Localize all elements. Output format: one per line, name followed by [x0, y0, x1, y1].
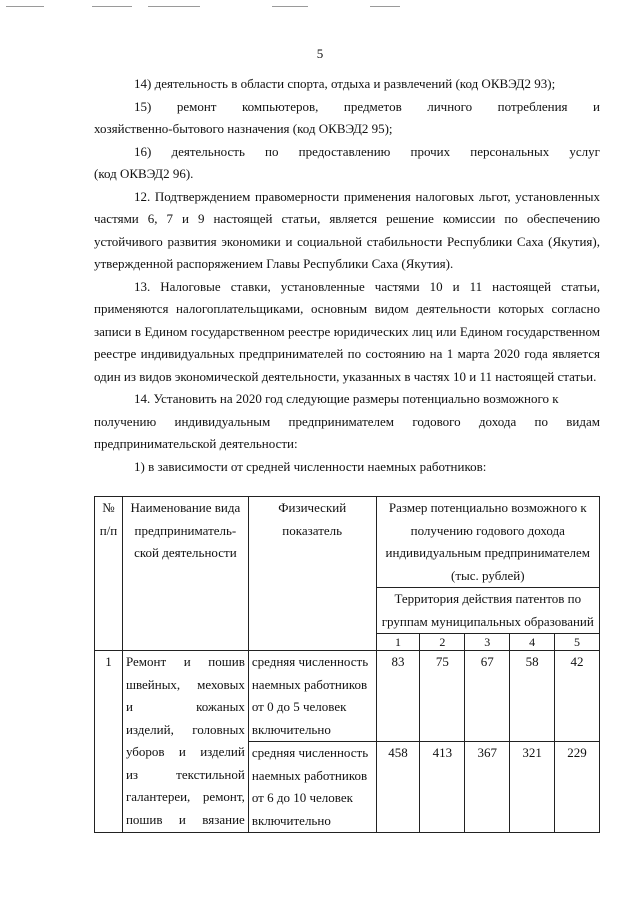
paragraph-14-line1: 14. Установить на 2020 год следующие размеры потенциально возможного к — [134, 391, 559, 406]
activity-line — [126, 651, 245, 674]
word: изделий — [200, 744, 245, 759]
list-item-16-line1 — [94, 141, 600, 164]
activity-line — [126, 809, 245, 832]
word: и — [593, 98, 600, 114]
value-cell: 67 — [465, 651, 510, 742]
word: вязание — [202, 811, 245, 827]
word: услуг — [569, 143, 600, 159]
table-header-row — [95, 497, 600, 588]
word: компьютеров, — [241, 98, 319, 114]
list-item-15-line2: хозяйственно-бытового назначения (код ОКВЭД2 95); — [94, 121, 393, 136]
word: предоставлению — [298, 143, 391, 159]
scan-edge-line — [272, 6, 308, 7]
paragraph-14-line2 — [94, 411, 600, 434]
income-table — [94, 496, 600, 833]
word: головных — [192, 721, 245, 737]
activity-line — [126, 786, 245, 809]
indicator-cell: средняя численность наемных работников от 6 до 10 человек включительно — [248, 742, 376, 833]
word: и — [178, 811, 186, 827]
word: предпринимателем — [288, 413, 395, 429]
scan-edge-line — [6, 6, 44, 7]
value-cell: 458 — [376, 742, 420, 833]
group-col-4: 4 — [510, 634, 555, 651]
word: по — [534, 413, 548, 429]
header-income-size: Размер потенциально возможного к получению годового дохода индивидуальным предпринимателем (тыс. рублей) — [376, 497, 599, 588]
indicator-cell: средняя численность наемных работников от 0 до 5 человек включительно — [248, 651, 376, 742]
row-number: 1 — [95, 651, 123, 833]
word: пошив — [208, 654, 245, 669]
word: предметов — [343, 98, 402, 114]
value-cell: 83 — [376, 651, 420, 742]
word: годового — [412, 413, 461, 429]
header-territory: Территория действия патентов по группам муниципальных образований — [376, 588, 599, 634]
word: прочих — [410, 143, 451, 159]
document-body — [94, 73, 600, 478]
group-col-5: 5 — [555, 634, 600, 651]
table-row — [95, 651, 600, 742]
word: дохода — [478, 413, 517, 429]
scan-edge-line — [370, 6, 400, 7]
word: кожаных — [196, 699, 245, 714]
activity-name-cell — [122, 651, 248, 833]
group-col-3: 3 — [465, 634, 510, 651]
list-item-15-line1 — [94, 96, 600, 119]
paragraph-14-line3: предпринимательской деятельности: — [94, 436, 298, 451]
word: текстильной — [176, 766, 245, 782]
header-number: № п/п — [95, 497, 123, 651]
header-activity-name: Наименование вида предприниматель-ской деятельности — [122, 497, 248, 651]
word: видам — [566, 413, 600, 429]
word: 16) — [134, 143, 152, 159]
subitem-1-heading: 1) в зависимости от средней численности наемных работников: — [134, 458, 487, 474]
word: швейных, — [125, 676, 181, 692]
paragraph-13: 13. Налоговые ставки, установленные частями 10 и 11 настоящей статьи, применяются налогоплательщиками, основным видом деятельности которых согласно записи в Едином государственном реестре юридических лиц или Едином государственном реестре индивидуальных предпринимателей по состоянию на 1 марта 2020 года является один из видов экономической деятельности, указанных в частях 10 и 11 настоящей статьи. — [94, 278, 600, 384]
value-cell: 42 — [555, 651, 600, 742]
list-item-14: 14) деятельность в области спорта, отдыха и развлечений (код ОКВЭД2 93); — [134, 76, 556, 91]
scan-edge-line — [148, 6, 200, 7]
word: и — [178, 744, 186, 759]
header-physical-indicator: Физический показатель — [248, 497, 376, 651]
word: из — [125, 766, 139, 782]
group-col-1: 1 — [376, 634, 420, 651]
word: персональных — [470, 143, 550, 159]
word: деятельность — [171, 143, 245, 159]
activity-line — [126, 696, 245, 719]
page-number: 5 — [316, 46, 324, 61]
word: галантереи, — [125, 789, 191, 804]
list-item-16-line2: (код ОКВЭД2 96). — [94, 166, 194, 181]
word: по — [265, 143, 279, 159]
group-col-2: 2 — [420, 634, 465, 651]
word: изделий, — [125, 721, 174, 737]
value-cell: 75 — [420, 651, 465, 742]
word: получению — [94, 413, 157, 429]
word: личного — [427, 98, 473, 114]
activity-line — [126, 741, 245, 764]
value-cell: 58 — [510, 651, 555, 742]
word: ремонт — [176, 98, 217, 114]
activity-line — [126, 764, 245, 787]
value-cell: 229 — [555, 742, 600, 833]
word: 15) — [134, 98, 152, 114]
word: и — [125, 699, 133, 714]
word: Ремонт — [125, 654, 167, 669]
value-cell: 413 — [420, 742, 465, 833]
word: ремонт, — [202, 789, 245, 804]
word: уборов — [125, 744, 165, 759]
activity-line — [126, 674, 245, 697]
word: меховых — [197, 676, 245, 692]
word: и — [183, 654, 191, 669]
word: потребления — [497, 98, 568, 114]
word: индивидуальным — [174, 413, 271, 429]
activity-line — [126, 719, 245, 742]
value-cell: 367 — [465, 742, 510, 833]
word: пошив — [125, 811, 163, 827]
value-cell: 321 — [510, 742, 555, 833]
scan-edge-line — [92, 6, 132, 7]
paragraph-12: 12. Подтверждением правомерности применения налоговых льгот, установленных частями 6, 7 и 9 настоящей статьи, является решение комиссии по обеспечению устойчивого развития экономики и социальной стабильности Республики Саха (Якутия), утвержденной распоряжением Главы Республики Саха (Якутия). — [94, 188, 600, 271]
